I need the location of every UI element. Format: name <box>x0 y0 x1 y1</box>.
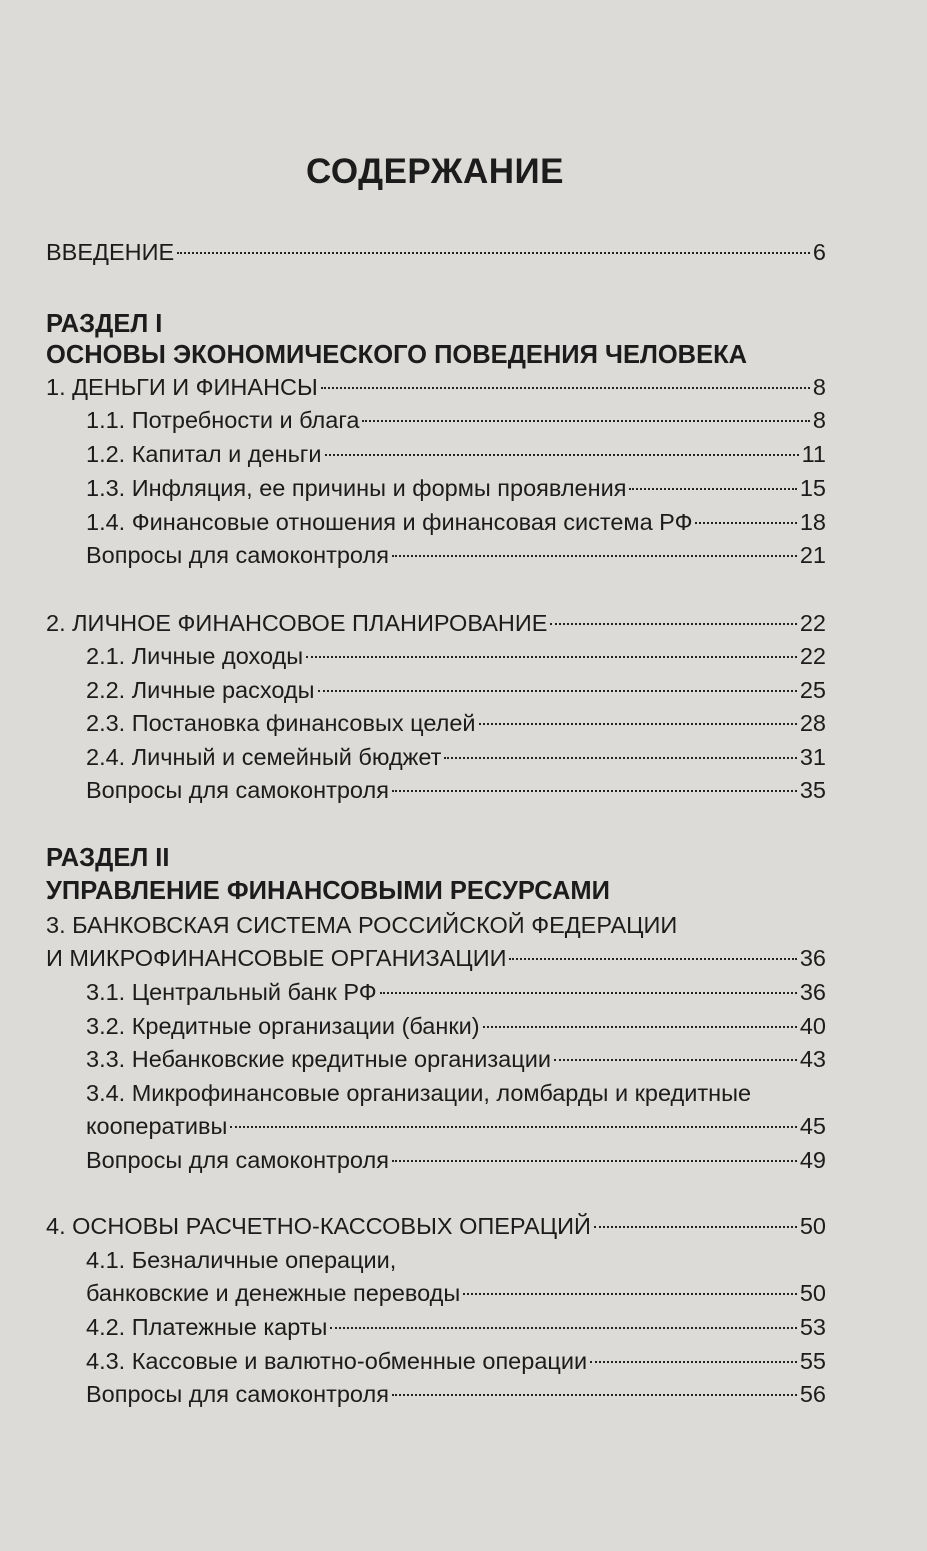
toc-entry-chapter-2[interactable] <box>46 607 826 640</box>
entry-label: банковские и денежные переводы <box>86 1280 461 1306</box>
toc-entry-intro[interactable] <box>46 236 826 269</box>
toc-entry-1-questions[interactable] <box>86 539 826 572</box>
leader-dots <box>629 488 796 490</box>
toc-entry-4-1[interactable] <box>86 1277 826 1310</box>
toc-entry-3-4-line1[interactable]: 3.4. Микрофинансовые организации, ломбарды и кредитные <box>86 1080 752 1106</box>
entry-label: Вопросы для самоконтроля <box>86 542 389 568</box>
entry-label: 1.3. Инфляция, ее причины и формы проявления <box>86 475 627 501</box>
entry-label: Вопросы для самоконтроля <box>86 1147 389 1173</box>
entry-label: 1. ДЕНЬГИ И ФИНАНСЫ <box>46 374 318 400</box>
toc-entry-2-4[interactable] <box>86 741 826 774</box>
entry-label: 1.1. Потребности и блага <box>86 407 360 433</box>
toc-entry-chapter-3[interactable] <box>46 942 826 975</box>
leader-dots <box>509 958 796 960</box>
leader-dots <box>463 1293 797 1295</box>
entry-label: 4.2. Платежные карты <box>86 1314 328 1340</box>
toc-entry-3-3[interactable] <box>86 1043 826 1076</box>
page-number: 36 <box>799 945 826 971</box>
page-number: 50 <box>799 1213 826 1239</box>
leader-dots <box>177 252 810 254</box>
entry-label: 4. ОСНОВЫ РАСЧЕТНО-КАССОВЫХ ОПЕРАЦИЙ <box>46 1213 591 1239</box>
leader-dots <box>392 555 797 557</box>
toc-entry-3-4[interactable] <box>86 1110 826 1143</box>
entry-label: И МИКРОФИНАНСОВЫЕ ОРГАНИЗАЦИИ <box>46 945 507 971</box>
page-number: 50 <box>799 1280 826 1306</box>
page-number: 22 <box>799 643 826 669</box>
toc-entry-4-3[interactable] <box>86 1345 826 1378</box>
leader-dots <box>318 690 797 692</box>
page-number: 11 <box>801 441 826 467</box>
toc-entry-chapter-4[interactable] <box>46 1210 826 1243</box>
leader-dots <box>392 1160 797 1162</box>
toc-entry-4-2[interactable] <box>86 1311 826 1344</box>
leader-dots <box>321 387 810 389</box>
entry-label: 2.1. Личные доходы <box>86 643 304 669</box>
toc-entry-4-questions[interactable] <box>86 1378 826 1411</box>
toc-entry-chapter-1[interactable] <box>46 371 826 404</box>
entry-label: 4.3. Кассовые и валютно-обменные операции <box>86 1348 588 1374</box>
toc-entry-1-1[interactable] <box>86 404 826 437</box>
toc-entry-4-1-line1[interactable]: 4.1. Безналичные операции, <box>86 1247 397 1273</box>
leader-dots <box>695 522 796 524</box>
entry-label: 1.2. Капитал и деньги <box>86 441 322 467</box>
toc-entry-1-4[interactable] <box>86 506 826 539</box>
section-2-title: УПРАВЛЕНИЕ ФИНАНСОВЫМИ РЕСУРСАМИ <box>46 877 610 905</box>
toc-entry-1-3[interactable] <box>86 472 826 505</box>
entry-label: Вопросы для самоконтроля <box>86 777 389 803</box>
toc-entry-3-questions[interactable] <box>86 1144 826 1177</box>
page-number: 25 <box>799 677 826 703</box>
page-number: 8 <box>812 374 826 400</box>
entry-label: 2.2. Личные расходы <box>86 677 315 703</box>
toc-entry-1-2[interactable] <box>86 438 826 471</box>
page-number: 36 <box>799 979 826 1005</box>
page-number: 40 <box>799 1013 826 1039</box>
leader-dots <box>554 1059 797 1061</box>
page-number: 8 <box>812 407 826 433</box>
entry-label: Вопросы для самоконтроля <box>86 1381 389 1407</box>
page-number: 6 <box>812 239 826 265</box>
page-number: 18 <box>799 509 826 535</box>
page-number: 56 <box>799 1381 826 1407</box>
section-1-title: ОСНОВЫ ЭКОНОМИЧЕСКОГО ПОВЕДЕНИЯ ЧЕЛОВЕКА <box>46 341 748 369</box>
entry-label: 3.1. Центральный банк РФ <box>86 979 377 1005</box>
page-number: 43 <box>799 1046 826 1072</box>
toc-entry-3-1[interactable] <box>86 976 826 1009</box>
page-number: 53 <box>799 1314 826 1340</box>
entry-label: 2.3. Постановка финансовых целей <box>86 710 476 736</box>
leader-dots <box>590 1361 797 1363</box>
leader-dots <box>362 420 809 422</box>
toc-entry-chapter-3-line1[interactable]: 3. БАНКОВСКАЯ СИСТЕМА РОССИЙСКОЙ ФЕДЕРАЦИИ <box>46 912 678 938</box>
leader-dots <box>380 992 797 994</box>
toc-entry-2-3[interactable] <box>86 707 826 740</box>
leader-dots <box>392 1394 797 1396</box>
toc-entry-3-2[interactable] <box>86 1010 826 1043</box>
page-number: 35 <box>799 777 826 803</box>
page-number: 15 <box>799 475 826 501</box>
section-2-label: РАЗДЕЛ II <box>46 844 170 872</box>
page-number: 28 <box>799 710 826 736</box>
page-number: 21 <box>799 542 826 568</box>
page-number: 49 <box>799 1147 826 1173</box>
toc-entry-2-2[interactable] <box>86 674 826 707</box>
leader-dots <box>479 723 797 725</box>
entry-label: 3.2. Кредитные организации (банки) <box>86 1013 480 1039</box>
page-number: 31 <box>799 744 826 770</box>
leader-dots <box>483 1026 797 1028</box>
leader-dots <box>325 454 799 456</box>
leader-dots <box>444 757 796 759</box>
page-number: 22 <box>799 610 826 636</box>
page-number: 45 <box>799 1113 826 1139</box>
leader-dots <box>550 623 796 625</box>
entry-label: 2.4. Личный и семейный бюджет <box>86 744 442 770</box>
toc-entry-2-1[interactable] <box>86 640 826 673</box>
entry-label: 1.4. Финансовые отношения и финансовая система РФ <box>86 509 693 535</box>
page-title: СОДЕРЖАНИЕ <box>305 152 564 191</box>
toc-entry-2-questions[interactable] <box>86 774 826 807</box>
leader-dots <box>330 1327 796 1329</box>
page-number: 55 <box>799 1348 826 1374</box>
entry-label: 3.3. Небанковские кредитные организации <box>86 1046 551 1072</box>
leader-dots <box>594 1226 797 1228</box>
leader-dots <box>230 1126 796 1128</box>
entry-label: 2. ЛИЧНОЕ ФИНАНСОВОЕ ПЛАНИРОВАНИЕ <box>46 610 548 636</box>
entry-label: ВВЕДЕНИЕ <box>46 239 175 265</box>
entry-label: кооперативы <box>86 1113 228 1139</box>
leader-dots <box>306 656 797 658</box>
section-1-label: РАЗДЕЛ I <box>46 310 163 338</box>
leader-dots <box>392 790 797 792</box>
